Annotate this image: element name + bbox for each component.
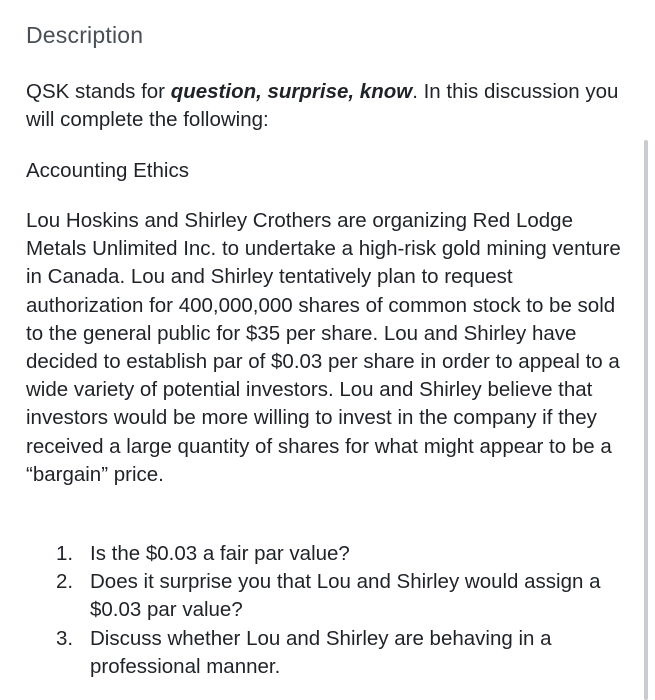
question-number: 3. bbox=[56, 626, 74, 650]
intro-prefix: QSK stands for bbox=[26, 80, 171, 103]
page-title: Description bbox=[26, 22, 144, 48]
question-number: 2. bbox=[56, 570, 74, 594]
question-text: Is the $0.03 a fair par value? bbox=[90, 542, 350, 565]
list-item bbox=[26, 540, 626, 568]
section-paragraph: Lou Hoskins and Shirley Crothers are organizing Red Lodge Metals Unlimited Inc. to undertake a high-risk gold mining venture in Canada. Lou and Shirley tentatively plan to request authorization for 400,000,000 shares of common stock to be sold to the general public for $35 per share. Lou and Shirley have decided to establish par of $0.03 per share in order to appeal to a wide variety of potential investors. Lou and Shirley believe that investors would be more willing to invest in the company if they received a large quantity of shares for what might appear to be a “bargain” price. bbox=[26, 209, 621, 486]
intro-text bbox=[26, 78, 626, 134]
scrollbar[interactable] bbox=[644, 140, 648, 700]
list-item bbox=[26, 625, 626, 681]
list-item bbox=[26, 568, 626, 624]
question-text: Discuss whether Lou and Shirley are behaving in a professional manner. bbox=[90, 626, 552, 678]
intro-suffix: . In this discussion you will complete the following: bbox=[26, 80, 619, 131]
question-number: 1. bbox=[56, 542, 74, 565]
section-title: Accounting Ethics bbox=[26, 159, 189, 182]
question-text: Does it surprise you that Lou and Shirley would assign a $0.03 par value? bbox=[90, 570, 601, 622]
question-list bbox=[26, 540, 626, 681]
intro-emphasis: question, surprise, know bbox=[170, 80, 413, 103]
